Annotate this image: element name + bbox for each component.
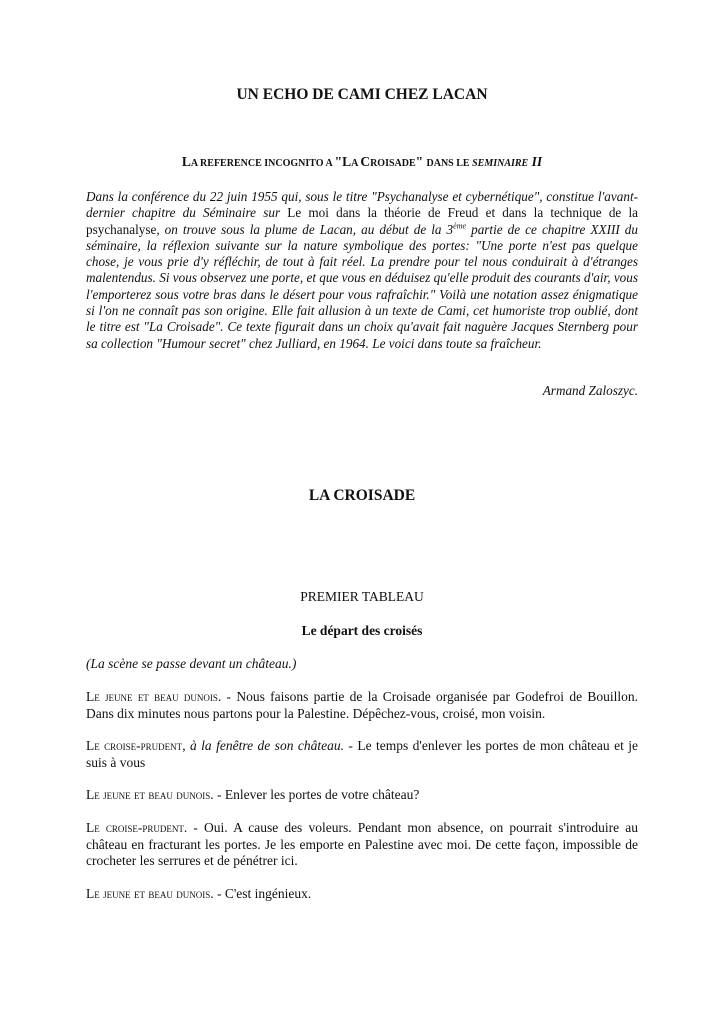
speaker-name: Le croise-prudent xyxy=(86,820,184,835)
speaker-name: Le jeune et beau dunois xyxy=(86,886,211,901)
dialogue-line xyxy=(86,787,638,804)
separator: , xyxy=(182,738,190,753)
subtitle-part: L xyxy=(181,154,191,169)
intro-book-title: Le moi dans la théorie de Freud et dans la technique de la psychanalyse xyxy=(86,205,638,237)
play-title: LA CROISADE xyxy=(308,487,416,504)
dialogue-line xyxy=(86,886,638,903)
dialogue-line xyxy=(86,820,638,870)
subtitle-part: II xyxy=(528,154,543,169)
stage-direction: (La scène se passe devant un château.) xyxy=(86,656,297,671)
tableau-heading: PREMIER TABLEAU xyxy=(300,589,424,604)
subtitle-part: A xyxy=(351,158,361,169)
separator: . - xyxy=(210,886,225,901)
separator: . - xyxy=(183,820,205,835)
dialogue-line xyxy=(86,689,638,722)
intro-superscript: ème xyxy=(453,221,467,231)
line-text: Enlever les portes de votre château? xyxy=(224,787,420,802)
subtitle-part: A REFERENCE INCOGNITO A xyxy=(190,158,335,169)
speaker-name: Le jeune et beau dunois xyxy=(86,787,211,802)
speaker-name: Le croise-prudent xyxy=(86,738,183,753)
subtitle-part: "L xyxy=(334,154,352,169)
dialogue-line xyxy=(86,738,638,771)
separator: . - xyxy=(210,787,225,802)
intro-text: partie de ce chapitre XXIII du séminaire, la réflexion suivante sur la nature symbolique des portes: "Une porte n'est pas quelque chose, je vous prie d'y réfléchir, de tout à fait réel. La prendre pour tel nous conduirait à d'étranges malentendus. Si vous observez une porte, et que vous en déduisez qu'elle produit des courants d'air, vous l'emporterez sous votre bras dans le désert pour vous rafraîchir." Voilà une notation assez énigmatique si l'on ne connaît pas son origine. Elle fait allusion à un texte de Cami, cet humoriste trop oublié, dont le titre est "La Croisade". Ce texte figurait dans un choix qu'avait fait naguère Jacques Sternberg pour sa collection "Humour secret" chez Julliard, en 1964. Le voici dans toute sa fraîcheur. xyxy=(86,221,638,351)
line-text: Nous faisons partie de la Croisade organisée par Godefroi de Bouillon. Dans dix minutes nous partons pour la Palestine. Dépêchez-vous, croisé, mon voisin. xyxy=(86,689,638,721)
subtitle-part: DANS LE xyxy=(426,158,473,169)
line-text: Oui. A cause des voleurs. Pendant mon absence, on pourrait s'introduire au château en fracturant les portes. Je les emporte en Palestine avec moi. De cette façon, impossible de crocheter les serrures et de pénétrer ici. xyxy=(86,820,639,868)
subtitle-part: ROISADE xyxy=(370,158,416,169)
scene-title: Le départ des croisés xyxy=(301,623,423,638)
author-signature: Armand Zaloszyc. xyxy=(542,383,638,398)
article-subtitle xyxy=(86,154,638,170)
speaker-name: Le jeune et beau dunois xyxy=(86,689,218,704)
line-text: C'est ingénieux. xyxy=(224,886,312,901)
subtitle-part: C xyxy=(360,154,371,169)
subtitle-part: " xyxy=(415,154,427,169)
stage-direction-inline: à la fenêtre de son château. xyxy=(190,738,344,753)
intro-text: , on trouve sous la plume de Lacan, au début de la 3 xyxy=(156,221,454,237)
intro-text: Dans la conférence du 22 juin 1955 qui, sous le titre "Psychanalyse et cybernétique", constitue l'avant-dernier chapitre du Séminaire sur xyxy=(86,189,638,221)
subtitle-seminaire: SEMINAIRE xyxy=(472,158,529,169)
intro-paragraph xyxy=(86,189,638,352)
separator: . - xyxy=(217,689,237,704)
line-text: - Le temps d'enlever les portes de mon château et je suis à vous xyxy=(86,738,639,770)
article-title: UN ECHO DE CAMI CHEZ LACAN xyxy=(236,86,488,103)
